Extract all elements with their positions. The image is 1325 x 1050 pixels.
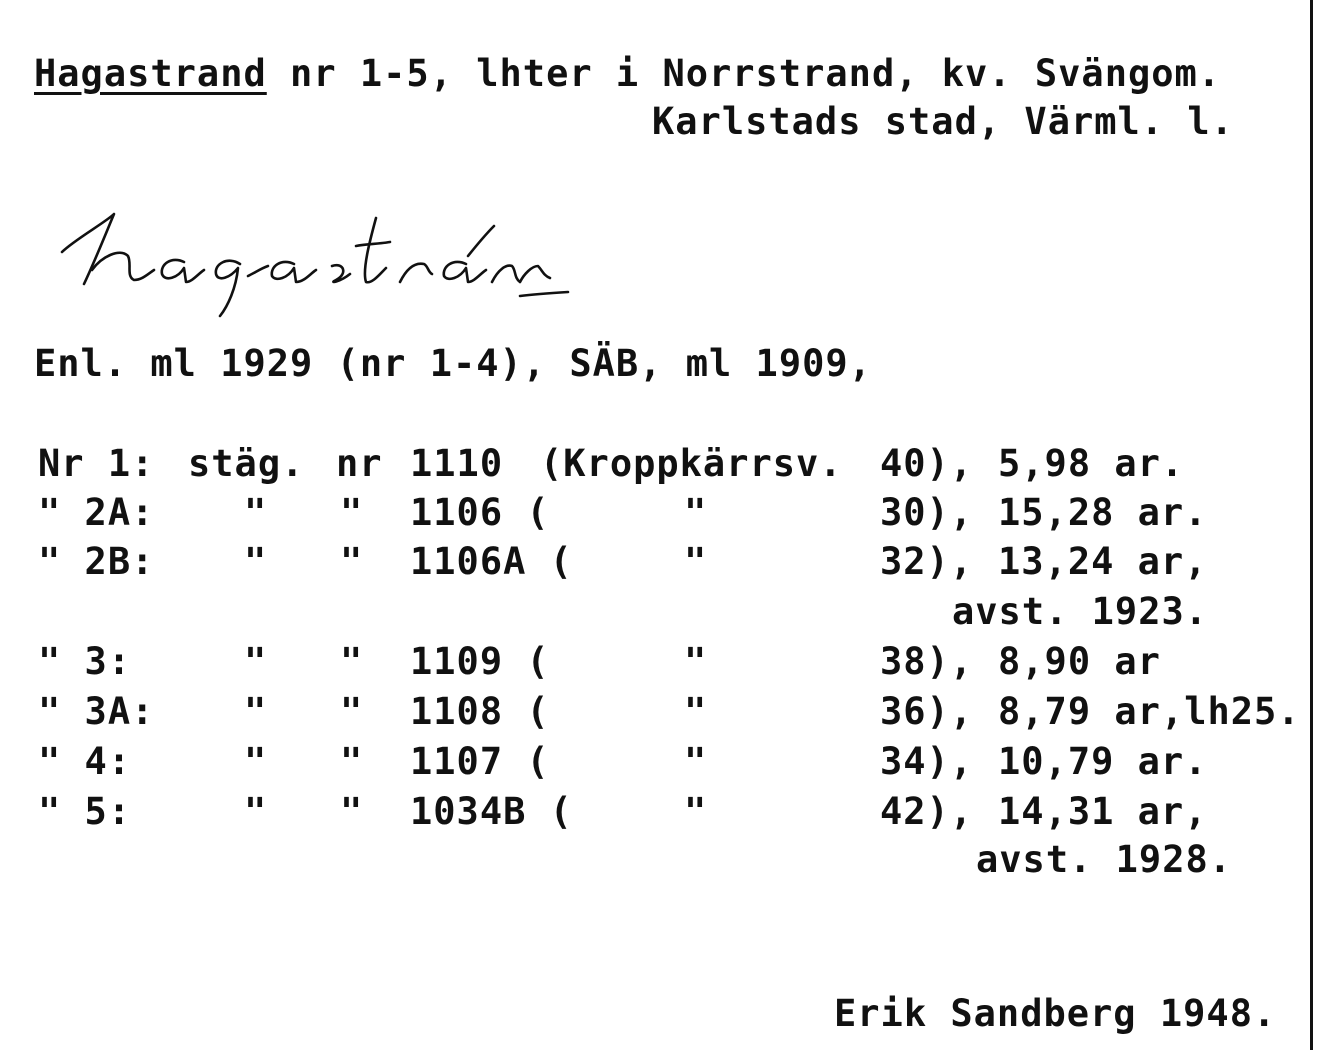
source-line: Enl. ml 1929 (nr 1-4), SÄB, ml 1909, <box>34 342 872 385</box>
entry-nr-word: " <box>340 690 364 733</box>
entry-area: 13,24 ar, <box>998 540 1208 583</box>
entry-area: 10,79 ar. <box>998 740 1208 783</box>
avst-note-1923: avst. 1923. <box>952 590 1209 633</box>
entry-number: 1107 ( <box>410 740 550 783</box>
entry-nr: " 4: <box>38 740 132 783</box>
author-signature: Erik Sandberg 1948. <box>834 992 1277 1035</box>
card-edge <box>1310 0 1313 1050</box>
place-name: Hagastrand <box>34 52 267 95</box>
entry-address: 36), <box>880 690 974 733</box>
entry-number: 1106A ( <box>410 540 573 583</box>
entry-street: " <box>684 491 708 534</box>
entry-number: 1110 <box>410 442 504 485</box>
entry-nr-word: nr <box>336 442 383 485</box>
entry-number: 1109 ( <box>410 640 550 683</box>
entry-area: 15,28 ar. <box>998 491 1208 534</box>
entry-nr: " 2A: <box>38 491 155 534</box>
entry-nr: " 3: <box>38 640 132 683</box>
entry-address: 40), <box>880 442 974 485</box>
header-line-1-rest: nr 1-5, lhter i Norrstrand, kv. Svängom. <box>266 52 1222 95</box>
entry-street: " <box>684 540 708 583</box>
handwritten-signature <box>44 178 584 318</box>
header-line-1 <box>34 52 1221 96</box>
entry-area: 5,98 ar. <box>998 442 1185 485</box>
entry-address: 30), <box>880 491 974 534</box>
entry-kind: " <box>244 640 268 683</box>
avst-note-1928: avst. 1928. <box>976 838 1233 881</box>
entry-street: " <box>684 640 708 683</box>
header-line-2: Karlstads stad, Värml. l. <box>652 100 1234 143</box>
entry-number: 1034B ( <box>410 790 573 833</box>
entry-kind: " <box>244 540 268 583</box>
entry-kind: stäg. <box>188 442 305 485</box>
entry-number: 1108 ( <box>410 690 550 733</box>
entry-nr-word: " <box>340 790 364 833</box>
entry-nr-word: " <box>340 640 364 683</box>
entry-area: 8,79 ar,lh25. <box>998 690 1301 733</box>
entry-nr-word: " <box>340 740 364 783</box>
entry-street: (Kroppkärrsv. <box>540 442 843 485</box>
entry-area: 14,31 ar, <box>998 790 1208 833</box>
entry-address: 42), <box>880 790 974 833</box>
entry-kind: " <box>244 690 268 733</box>
entry-number: 1106 ( <box>410 491 550 534</box>
entry-nr: " 2B: <box>38 540 155 583</box>
entry-nr-word: " <box>340 540 364 583</box>
entry-address: 34), <box>880 740 974 783</box>
entry-nr: Nr 1: <box>38 442 155 485</box>
entry-kind: " <box>244 740 268 783</box>
entry-nr-word: " <box>340 491 364 534</box>
entry-street: " <box>684 790 708 833</box>
entry-kind: " <box>244 790 268 833</box>
entry-nr: " 3A: <box>38 690 155 733</box>
entry-street: " <box>684 690 708 733</box>
entry-address: 32), <box>880 540 974 583</box>
entry-nr: " 5: <box>38 790 132 833</box>
entry-area: 8,90 ar <box>998 640 1161 683</box>
entry-kind: " <box>244 491 268 534</box>
entry-address: 38), <box>880 640 974 683</box>
entry-street: " <box>684 740 708 783</box>
